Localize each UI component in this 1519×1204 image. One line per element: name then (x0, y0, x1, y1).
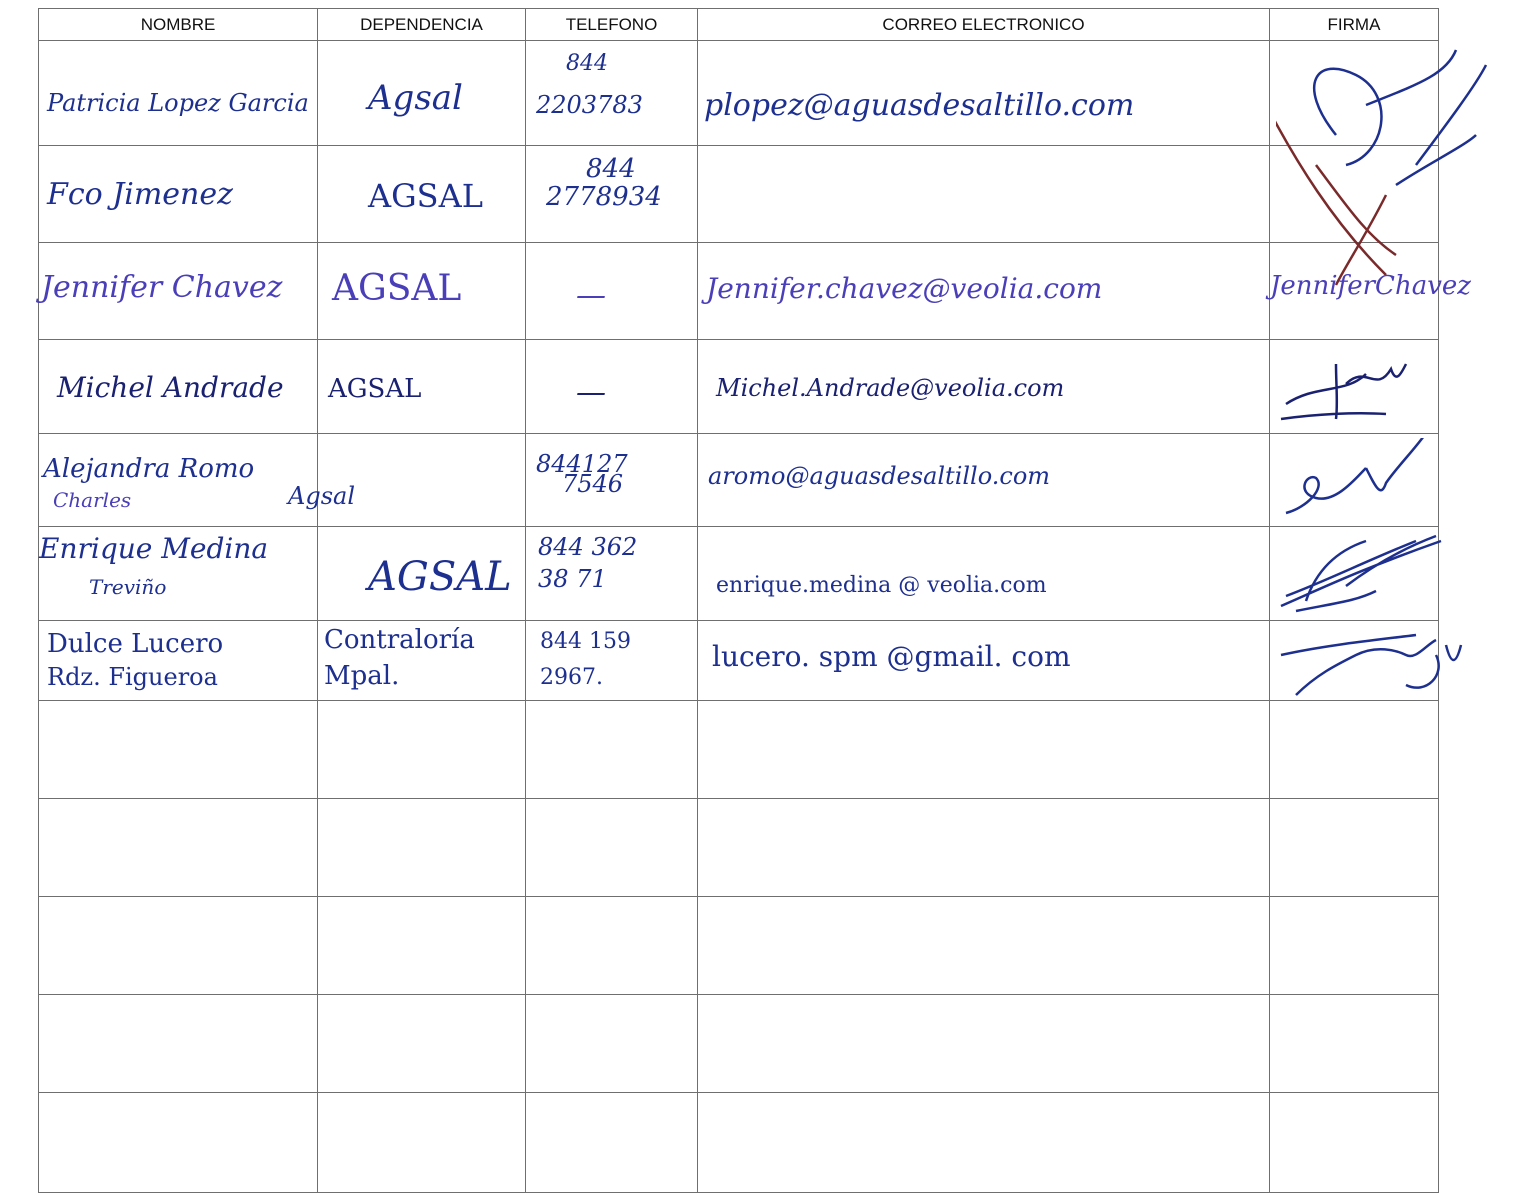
handwritten-dependencia: Agsal (368, 78, 463, 118)
signature-scribble (1276, 344, 1426, 434)
cell-telefono (526, 799, 698, 897)
cell-nombre (39, 243, 318, 340)
handwritten-telefono: 844 (586, 154, 636, 184)
table-row (39, 799, 1439, 897)
cell-correo (698, 527, 1270, 621)
cell-firma (1270, 243, 1471, 340)
cell-correo (698, 799, 1270, 897)
handwritten-dependencia: AGSAL (368, 177, 483, 215)
cell-firma (1270, 995, 1439, 1093)
handwritten-nombre: Patricia Lopez Garcia (47, 89, 309, 117)
table-row (39, 527, 1439, 621)
cell-dependencia (318, 621, 526, 701)
table-row (39, 897, 1439, 995)
cell-nombre (39, 527, 318, 621)
handwritten-correo: lucero. spm @gmail. com (712, 640, 1071, 673)
cell-correo (698, 995, 1270, 1093)
header-row (39, 9, 1439, 41)
cell-telefono (526, 897, 698, 995)
table-row (39, 1093, 1439, 1193)
signature-scribble (1276, 438, 1446, 528)
cell-correo (698, 243, 1270, 340)
handwritten-dependencia: Agsal (288, 482, 355, 510)
cell-nombre (39, 1093, 318, 1193)
cell-correo (698, 897, 1270, 995)
attendance-sheet (38, 8, 1471, 1204)
table-row (39, 995, 1439, 1093)
cell-nombre (39, 146, 318, 243)
cell-firma (1270, 621, 1439, 701)
handwritten-telefono: 844 159 (540, 629, 631, 654)
handwritten-telefono: 2778934 (546, 182, 662, 212)
cell-telefono (526, 434, 698, 527)
cell-correo (698, 434, 1270, 527)
cell-nombre (39, 701, 318, 799)
cell-telefono (526, 701, 698, 799)
handwritten-telefono: 844 362 (538, 533, 638, 561)
cell-firma (1270, 799, 1439, 897)
cell-telefono (526, 340, 698, 434)
col-header-telefono: TELEFONO (526, 9, 698, 41)
cell-correo (698, 621, 1270, 701)
handwritten-correo: plopez@aguasdesaltillo.com (704, 88, 1135, 123)
cell-telefono (526, 243, 698, 340)
col-header-firma: FIRMA (1270, 9, 1439, 41)
handwritten-nombre: Michel Andrade (57, 371, 284, 404)
handwritten-nombre: Enrique Medina (39, 532, 269, 565)
cell-dependencia (318, 799, 526, 897)
handwritten-dependencia: AGSAL (368, 554, 512, 600)
cell-firma (1270, 434, 1439, 527)
cell-dependencia (318, 243, 526, 340)
table-row (39, 434, 1439, 527)
cell-correo (698, 340, 1270, 434)
handwritten-nombre: Jennifer Chavez (41, 270, 283, 305)
cell-dependencia (318, 1093, 526, 1193)
table-row (39, 340, 1439, 434)
cell-correo (698, 146, 1270, 243)
signature-text: JenniferChavez (1270, 271, 1471, 301)
handwritten-dependencia: Mpal. (324, 661, 400, 691)
handwritten-dependencia: AGSAL (332, 268, 462, 309)
cell-firma (1270, 527, 1439, 621)
handwritten-correo: aromo@aguasdesaltillo.com (708, 462, 1051, 490)
cell-firma (1270, 897, 1439, 995)
cell-telefono (526, 41, 698, 146)
handwritten-dependencia: AGSAL (328, 374, 422, 404)
handwritten-telefono: 2967. (540, 665, 603, 690)
cell-firma (1270, 1093, 1439, 1193)
cell-nombre (39, 41, 318, 146)
col-header-correo: CORREO ELECTRONICO (698, 9, 1270, 41)
handwritten-correo: enrique.medina @ veolia.com (716, 573, 1047, 598)
cell-nombre (39, 434, 318, 527)
cell-telefono (526, 995, 698, 1093)
cell-nombre (39, 340, 318, 434)
table-row (39, 243, 1439, 340)
cell-dependencia (318, 701, 526, 799)
handwritten-dependencia: Contraloría (324, 625, 475, 655)
cell-correo (698, 41, 1270, 146)
cell-dependencia (318, 527, 526, 621)
handwritten-telefono: 844 (566, 51, 608, 76)
col-header-dependencia: DEPENDENCIA (318, 9, 526, 41)
signature-scribble (1276, 531, 1446, 621)
handwritten-telefono: 7546 (562, 470, 624, 498)
cell-nombre (39, 897, 318, 995)
cell-dependencia (318, 340, 526, 434)
cell-nombre (39, 799, 318, 897)
signature-scribble (1276, 625, 1466, 705)
handwritten-nombre: Charles (53, 488, 132, 512)
table-row (39, 41, 1439, 146)
handwritten-correo: Michel.Andrade@veolia.com (716, 374, 1065, 402)
cell-nombre (39, 621, 318, 701)
col-header-nombre: NOMBRE (39, 9, 318, 41)
handwritten-telefono: 38 71 (538, 565, 607, 593)
handwritten-telefono: — (576, 278, 606, 313)
cell-firma (1270, 41, 1439, 146)
table-row (39, 701, 1439, 799)
cell-firma (1270, 340, 1439, 434)
handwritten-nombre: Alejandra Romo (43, 454, 255, 484)
handwritten-nombre: Treviño (89, 575, 167, 599)
cell-dependencia (288, 434, 526, 527)
cell-correo (698, 1093, 1270, 1193)
cell-dependencia (318, 41, 526, 146)
cell-dependencia (318, 146, 526, 243)
handwritten-telefono: — (576, 375, 606, 410)
cell-nombre (39, 995, 318, 1093)
cell-telefono (526, 146, 698, 243)
handwritten-nombre: Rdz. Figueroa (47, 663, 218, 691)
handwritten-nombre: Dulce Lucero (47, 629, 224, 659)
table-row (39, 621, 1439, 701)
handwritten-nombre: Fco Jimenez (47, 177, 233, 212)
handwritten-telefono: 2203783 (536, 91, 643, 119)
cell-firma (1270, 146, 1439, 243)
handwritten-telefono: 844127 (536, 450, 628, 478)
attendance-table (38, 8, 1471, 1193)
cell-dependencia (318, 897, 526, 995)
cell-dependencia (318, 995, 526, 1093)
handwritten-correo: Jennifer.chavez@veolia.com (706, 272, 1103, 305)
table-row (39, 146, 1439, 243)
cell-correo (698, 701, 1270, 799)
cell-firma (1270, 701, 1439, 799)
cell-telefono (526, 1093, 698, 1193)
cell-telefono (526, 527, 698, 621)
cell-telefono (526, 621, 698, 701)
